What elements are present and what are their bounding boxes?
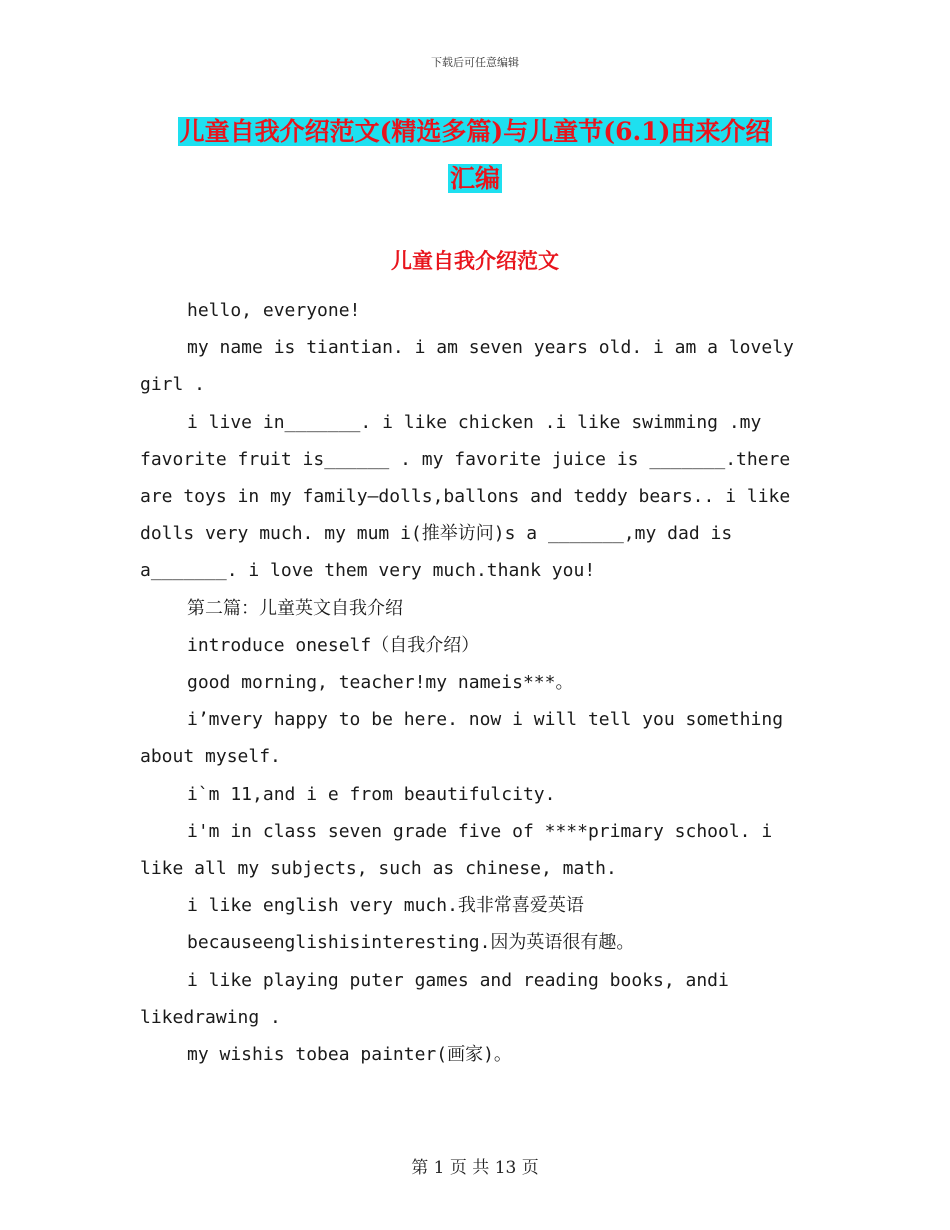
- section-heading: 儿童自我介绍范文: [391, 248, 559, 273]
- paragraph: becauseenglishisinteresting.因为英语很有趣。: [187, 932, 635, 954]
- title-line-1: 儿童自我介绍范文(精选多篇)与儿童节(6.1)由来介绍: [179, 117, 771, 146]
- paragraph: i like playing puter games and reading books, andi likedrawing .: [140, 969, 740, 1028]
- title-line-2: 汇编: [449, 164, 500, 193]
- paragraph: hello, everyone!: [187, 300, 361, 321]
- paragraph: introduce oneself（自我介绍）: [187, 634, 480, 656]
- page-footer: 第 1 页 共 13 页: [411, 1158, 539, 1178]
- paragraph: 第二篇：儿童英文自我介绍: [187, 597, 403, 619]
- paragraph: i`m 11,and i e from beautifulcity.: [187, 783, 556, 805]
- paragraph: i live in_______. i like chicken .i like swimming .my favorite fruit is______ . my favorite juice is _______.there are toys in my family—dolls,ballons and teddy bears.. i like dolls very much. my mum i(推举访问)s a _______,my dad is a_______. i love them very much.thank you!: [140, 411, 802, 582]
- paragraph: i'm in class seven grade five of ****primary school. i like all my subjects, such as chinese, math.: [140, 820, 784, 880]
- paragraph: good morning, teacher!my nameis***。: [187, 672, 574, 694]
- paragraph: my name is tiantian. i am seven years old. i am a lovely girl .: [140, 337, 805, 396]
- page-header: 下载后可任意编辑: [431, 56, 519, 69]
- document-title: [140, 108, 810, 202]
- paragraph: i like english very much.我非常喜爱英语: [187, 895, 584, 917]
- paragraph: my wishis tobea painter(画家)。: [187, 1044, 512, 1066]
- body-text: [140, 292, 810, 1073]
- paragraph: i’mvery happy to be here. now i will tell you something about myself.: [140, 709, 794, 768]
